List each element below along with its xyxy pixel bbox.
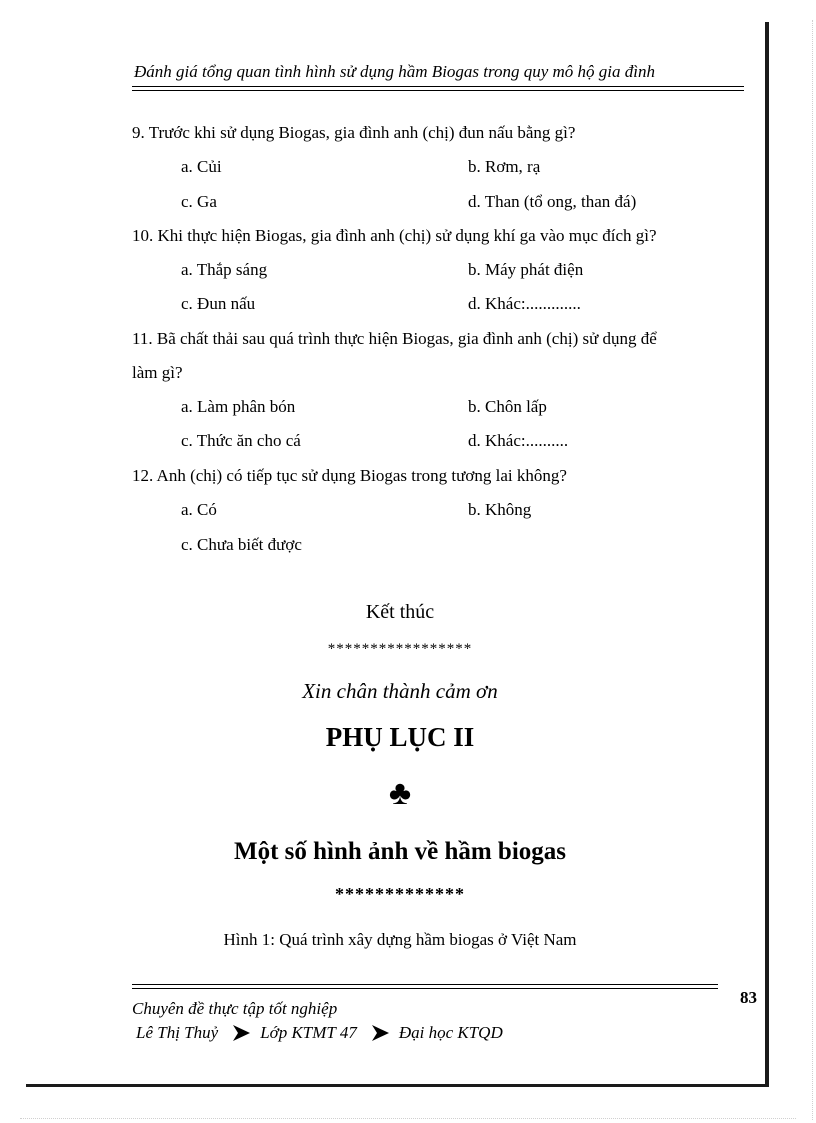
dotted-guide-vertical: [812, 20, 813, 1120]
q11-option-c: c. Thức ăn cho cá: [181, 431, 301, 450]
club-icon: ♣: [388, 775, 412, 812]
page-number: 83: [740, 988, 757, 1007]
q12-option-b: b. Không: [468, 500, 532, 519]
arrow-right-icon: [232, 1025, 250, 1041]
question-10: 10. Khi thực hiện Biogas, gia đình anh (chị) sử dụng khí ga vào mục đích gì?: [132, 226, 657, 245]
figure-caption: Hình 1: Quá trình xây dựng hầm biogas ở Việt Nam: [223, 930, 577, 949]
q10-option-a: a. Thắp sáng: [181, 260, 268, 279]
question-11-line2: làm gì?: [132, 363, 183, 382]
footer-credits: [136, 1023, 503, 1043]
q9-option-c: c. Ga: [181, 192, 217, 211]
thank-you: Xin chân thành cảm ơn: [302, 679, 498, 703]
end-label: Kết thúc: [365, 601, 435, 623]
q12-option-a: a. Có: [181, 500, 217, 519]
q9-option-a: a. Củi: [181, 157, 222, 176]
q10-option-b: b. Máy phát điện: [468, 260, 584, 279]
footer-rule: [132, 984, 718, 989]
question-9: 9. Trước khi sử dụng Biogas, gia đình anh (chị) đun nấu bằng gì?: [132, 123, 576, 142]
appendix-heading: PHỤ LỤC II: [325, 722, 475, 752]
footer-author: Lê Thị Thuỷ: [136, 1023, 219, 1042]
q9-option-d: d. Than (tổ ong, than đá): [468, 192, 637, 211]
stars-divider: *****************: [327, 641, 473, 657]
footer-report-type: Chuyên đề thực tập tốt nghiệp: [132, 999, 338, 1018]
running-header: Đánh giá tổng quan tình hình sử dụng hầm Biogas trong quy mô hộ gia đình: [134, 62, 656, 81]
appendix-stars: *************: [335, 884, 465, 904]
q11-option-a: a. Làm phân bón: [181, 397, 296, 416]
q11-option-d: d. Khác:..........: [468, 431, 569, 450]
q9-option-b: b. Rơm, rạ: [468, 157, 541, 176]
footer-school: Đại học KTQD: [398, 1023, 503, 1042]
dotted-guide-horizontal: [20, 1118, 796, 1119]
page-shadow-bottom: [26, 1084, 769, 1087]
footer-class: Lớp KTMT 47: [260, 1023, 357, 1042]
arrow-right-icon: [371, 1025, 389, 1041]
q11-option-b: b. Chôn lấp: [468, 397, 547, 416]
q10-option-c: c. Đun nấu: [181, 294, 256, 313]
q10-option-d: d. Khác:.............: [468, 294, 581, 313]
question-12: 12. Anh (chị) có tiếp tục sử dụng Biogas trong tương lai không?: [132, 466, 567, 485]
q12-option-c: c. Chưa biết được: [181, 535, 302, 554]
header-rule: [132, 86, 744, 91]
appendix-title: Một số hình ảnh về hầm biogas: [233, 838, 567, 865]
page-shadow-right: [765, 22, 769, 1087]
question-11-line1: 11. Bã chất thải sau quá trình thực hiện Biogas, gia đình anh (chị) sử dụng để: [132, 329, 657, 348]
